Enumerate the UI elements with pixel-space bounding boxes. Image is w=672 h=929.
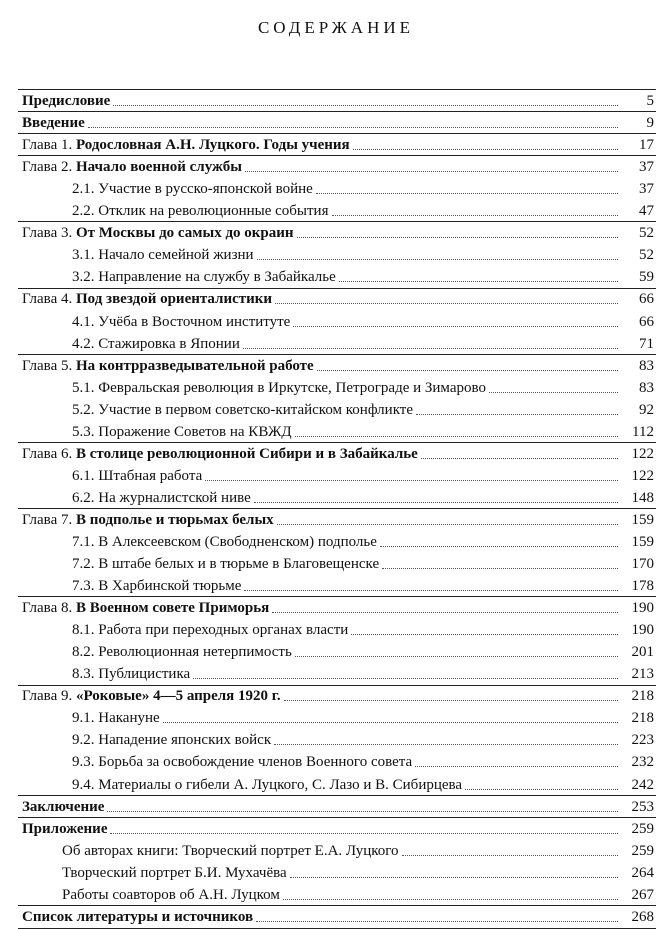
dot-leader	[416, 414, 618, 415]
section-divider	[18, 596, 656, 597]
page-title: СОДЕРЖАНИЕ	[257, 18, 415, 37]
section-divider	[18, 133, 656, 134]
chapter-number: Глава 5.	[22, 357, 73, 374]
dot-leader	[272, 612, 618, 613]
toc-chapter-entry	[0, 286, 672, 308]
toc-chapter-entry	[0, 220, 672, 242]
chapter-title: Начало военной службы	[75, 159, 242, 176]
toc-page-number: 170	[631, 556, 654, 573]
dot-leader	[380, 546, 618, 547]
toc-subsection-entry	[0, 529, 672, 551]
dot-leader	[295, 436, 618, 437]
chapter-title: От Москвы до самых до окраин	[75, 225, 294, 242]
dot-leader	[205, 480, 618, 481]
toc-chapter-entry	[0, 507, 672, 529]
toc-chapter-entry	[0, 683, 672, 705]
chapter-number: Глава 9.	[22, 688, 73, 705]
toc-page-number: 201	[631, 644, 654, 661]
section-divider	[18, 795, 656, 796]
dot-leader	[317, 370, 618, 371]
dot-leader	[113, 105, 618, 106]
toc-entry-title: Предисловие	[22, 93, 111, 110]
toc-entry-label	[22, 291, 275, 308]
toc-entry-label	[22, 446, 421, 463]
toc-section-entry	[0, 904, 672, 926]
toc-page-number: 213	[631, 666, 654, 683]
section-divider	[18, 905, 656, 906]
toc-subsection-entry	[0, 198, 672, 220]
toc-page-number: 190	[631, 622, 654, 639]
toc-page-number: 59	[639, 269, 654, 286]
toc-page-number: 253	[631, 798, 654, 815]
toc-chapter-entry	[0, 353, 672, 375]
dot-leader	[421, 458, 618, 459]
toc-page-number: 5	[646, 93, 654, 110]
dot-leader	[256, 921, 618, 922]
toc-subsection-entry	[0, 463, 672, 485]
toc-subsection-entry	[0, 882, 672, 904]
dot-leader	[297, 237, 618, 238]
toc-page-number: 47	[639, 203, 654, 220]
toc-page-number: 267	[631, 886, 654, 903]
toc-subsection-entry	[0, 617, 672, 639]
dot-leader	[243, 348, 618, 349]
dot-leader	[351, 634, 618, 635]
toc-entry-label	[22, 225, 297, 242]
dot-leader	[489, 392, 618, 393]
toc-entry-label	[22, 159, 245, 176]
toc-subsection-entry	[0, 727, 672, 749]
chapter-number: Глава 2.	[22, 159, 73, 176]
toc-chapter-entry	[0, 441, 672, 463]
toc-subsection-entry	[0, 419, 672, 441]
toc-subsection-entry	[0, 661, 672, 683]
toc-subsection-entry	[0, 705, 672, 727]
chapter-number: Глава 3.	[22, 225, 73, 242]
toc-entry-title: 6.2. На журналистской ниве	[72, 489, 251, 506]
toc-entry-title: 8.3. Публицистика	[72, 666, 191, 683]
toc-page-number: 71	[639, 335, 654, 352]
toc-entry-title: 3.1. Начало семейной жизни	[72, 247, 254, 264]
toc-entry-title: 9.1. Накануне	[72, 710, 160, 727]
toc-page-number: 159	[631, 511, 654, 528]
toc-entry-title: 9.2. Нападение японских войск	[72, 732, 272, 749]
dot-leader	[274, 744, 618, 745]
dot-leader	[257, 259, 618, 260]
toc-page-number: 218	[631, 688, 654, 705]
dot-leader	[275, 303, 618, 304]
toc-entry-title: Творческий портрет Б.И. Мухачёва	[62, 864, 287, 881]
chapter-title: «Роковые» 4—5 апреля 1920 г.	[75, 688, 281, 705]
dot-leader	[382, 568, 618, 569]
chapter-title: Под звездой ориенталистики	[75, 291, 273, 308]
dot-leader	[295, 656, 618, 657]
toc-entry-title: 6.1. Штабная работа	[72, 467, 203, 484]
toc-page-number: 83	[639, 379, 654, 396]
toc-entry-title: Список литературы и источников	[22, 908, 254, 925]
toc-entry-label	[22, 358, 317, 375]
toc-entry-title: 7.2. В штабе белых и в тюрьме в Благовещенске	[72, 556, 380, 573]
toc-entry-title: Заключение	[22, 798, 105, 815]
toc-subsection-entry	[0, 375, 672, 397]
toc-page-number: 66	[639, 291, 654, 308]
toc-page-number: 259	[631, 842, 654, 859]
toc-entry-title: 5.3. Поражение Советов на КВЖД	[72, 423, 292, 440]
dot-leader	[193, 678, 618, 679]
toc-page-number: 112	[632, 423, 654, 440]
chapter-title: В столице революционной Сибири и в Забайкалье	[75, 445, 418, 462]
toc-page-number: 37	[639, 159, 654, 176]
toc-page-number: 92	[639, 401, 654, 418]
toc-page-number: 37	[639, 181, 654, 198]
dot-leader	[415, 766, 618, 767]
section-divider	[18, 221, 656, 222]
chapter-title: В подполье и тюрьмах белых	[75, 511, 274, 528]
chapter-title: В Военном совете Приморья	[75, 600, 270, 617]
dot-leader	[254, 502, 618, 503]
toc-page-number: 122	[631, 445, 654, 462]
toc-entry-label	[22, 600, 272, 617]
dot-leader	[293, 326, 618, 327]
section-divider	[18, 508, 656, 509]
toc-page-number: 190	[631, 600, 654, 617]
chapter-number: Глава 6.	[22, 445, 73, 462]
section-divider	[18, 89, 656, 90]
dot-leader	[284, 700, 618, 701]
toc-page-number: 66	[639, 313, 654, 330]
toc-page-number: 52	[639, 225, 654, 242]
dot-leader	[283, 899, 618, 900]
toc-subsection-entry	[0, 242, 672, 264]
toc-subsection-entry	[0, 264, 672, 286]
toc-section-entry	[0, 816, 672, 838]
toc-page-number: 148	[631, 489, 654, 506]
toc-page-number: 122	[631, 467, 654, 484]
toc-page-number: 83	[639, 357, 654, 374]
dot-leader	[332, 215, 619, 216]
section-divider	[18, 111, 656, 112]
dot-leader	[465, 789, 618, 790]
toc-section-entry	[0, 794, 672, 816]
toc-subsection-entry	[0, 551, 672, 573]
dot-leader	[277, 524, 618, 525]
toc-subsection-entry	[0, 397, 672, 419]
toc-chapter-entry	[0, 595, 672, 617]
toc-page-number: 223	[631, 732, 654, 749]
toc-section-entry	[0, 88, 672, 110]
toc-subsection-entry	[0, 771, 672, 793]
toc-entry-label	[22, 137, 353, 154]
dot-leader	[245, 171, 618, 172]
chapter-number: Глава 4.	[22, 291, 73, 308]
section-divider	[18, 685, 656, 686]
toc-section-entry	[0, 110, 672, 132]
toc-page-number: 17	[639, 137, 654, 154]
toc-entry-title: Об авторах книги: Творческий портрет Е.А. Луцкого	[62, 842, 399, 859]
toc-page-number: 242	[631, 776, 654, 793]
section-divider	[18, 354, 656, 355]
dot-leader	[110, 833, 618, 834]
toc-subsection-entry	[0, 573, 672, 595]
toc-page-number: 232	[631, 754, 654, 771]
toc-entry-title: 4.2. Стажировка в Японии	[72, 335, 240, 352]
toc-subsection-entry	[0, 639, 672, 661]
chapter-number: Глава 8.	[22, 600, 73, 617]
toc-entry-title: 7.3. В Харбинской тюрьме	[72, 578, 242, 595]
toc-subsection-entry	[0, 860, 672, 882]
chapter-title: На контрразведывательной работе	[75, 357, 314, 374]
toc-page-number: 178	[631, 578, 654, 595]
toc-entry-title: 4.1. Учёба в Восточном институте	[72, 313, 291, 330]
toc-entry-title: 9.4. Материалы о гибели А. Луцкого, С. Лазо и В. Сибирцева	[72, 776, 463, 793]
dot-leader	[402, 855, 618, 856]
toc-page-number: 9	[646, 115, 654, 132]
chapter-number: Глава 1.	[22, 137, 73, 154]
dot-leader	[339, 281, 618, 282]
toc-entry-title: 2.2. Отклик на революционные события	[72, 203, 329, 220]
toc-page-number: 268	[631, 908, 654, 925]
toc-page-number: 259	[631, 820, 654, 837]
section-divider	[18, 155, 656, 156]
toc-entry-title: 2.1. Участие в русско-японской войне	[72, 181, 313, 198]
dot-leader	[163, 722, 618, 723]
toc-page-number: 218	[631, 710, 654, 727]
toc-entry-title: Приложение	[22, 820, 108, 837]
toc-subsection-entry	[0, 838, 672, 860]
dot-leader	[244, 590, 618, 591]
toc-entry-title: 7.1. В Алексеевском (Свободненском) подполье	[72, 533, 377, 550]
section-divider	[18, 817, 656, 818]
toc-chapter-entry	[0, 154, 672, 176]
toc-subsection-entry	[0, 331, 672, 353]
toc-subsection-entry	[0, 749, 672, 771]
dot-leader	[107, 811, 618, 812]
table-of-contents	[0, 88, 672, 926]
toc-entry-title: Работы соавторов об А.Н. Луцком	[62, 886, 280, 903]
chapter-number: Глава 7.	[22, 511, 73, 528]
chapter-title: Родословная А.Н. Луцкого. Годы учения	[75, 137, 350, 154]
toc-entry-title: 3.2. Направление на службу в Забайкалье	[72, 269, 336, 286]
toc-entry-title: 8.2. Революционная нетерпимость	[72, 644, 292, 661]
dot-leader	[88, 127, 618, 128]
dot-leader	[316, 193, 618, 194]
toc-subsection-entry	[0, 485, 672, 507]
dot-leader	[353, 149, 618, 150]
toc-entry-title: 5.1. Февральская революция в Иркутске, Петрограде и Зимарово	[72, 379, 486, 396]
section-divider	[18, 442, 656, 443]
toc-chapter-entry	[0, 132, 672, 154]
toc-entry-title: 9.3. Борьба за освобождение членов Военного совета	[72, 754, 413, 771]
toc-subsection-entry	[0, 176, 672, 198]
toc-subsection-entry	[0, 308, 672, 330]
toc-entry-title: 8.1. Работа при переходных органах власти	[72, 622, 349, 639]
dot-leader	[290, 877, 618, 878]
toc-page-number: 52	[639, 247, 654, 264]
section-divider	[18, 288, 656, 289]
toc-page-number: 159	[631, 533, 654, 550]
toc-entry-title: 5.2. Участие в первом советско-китайском конфликте	[72, 401, 413, 418]
toc-entry-label	[22, 512, 277, 529]
toc-entry-label	[22, 688, 284, 705]
toc-entry-title: Введение	[22, 115, 85, 132]
toc-page-number: 264	[631, 864, 654, 881]
